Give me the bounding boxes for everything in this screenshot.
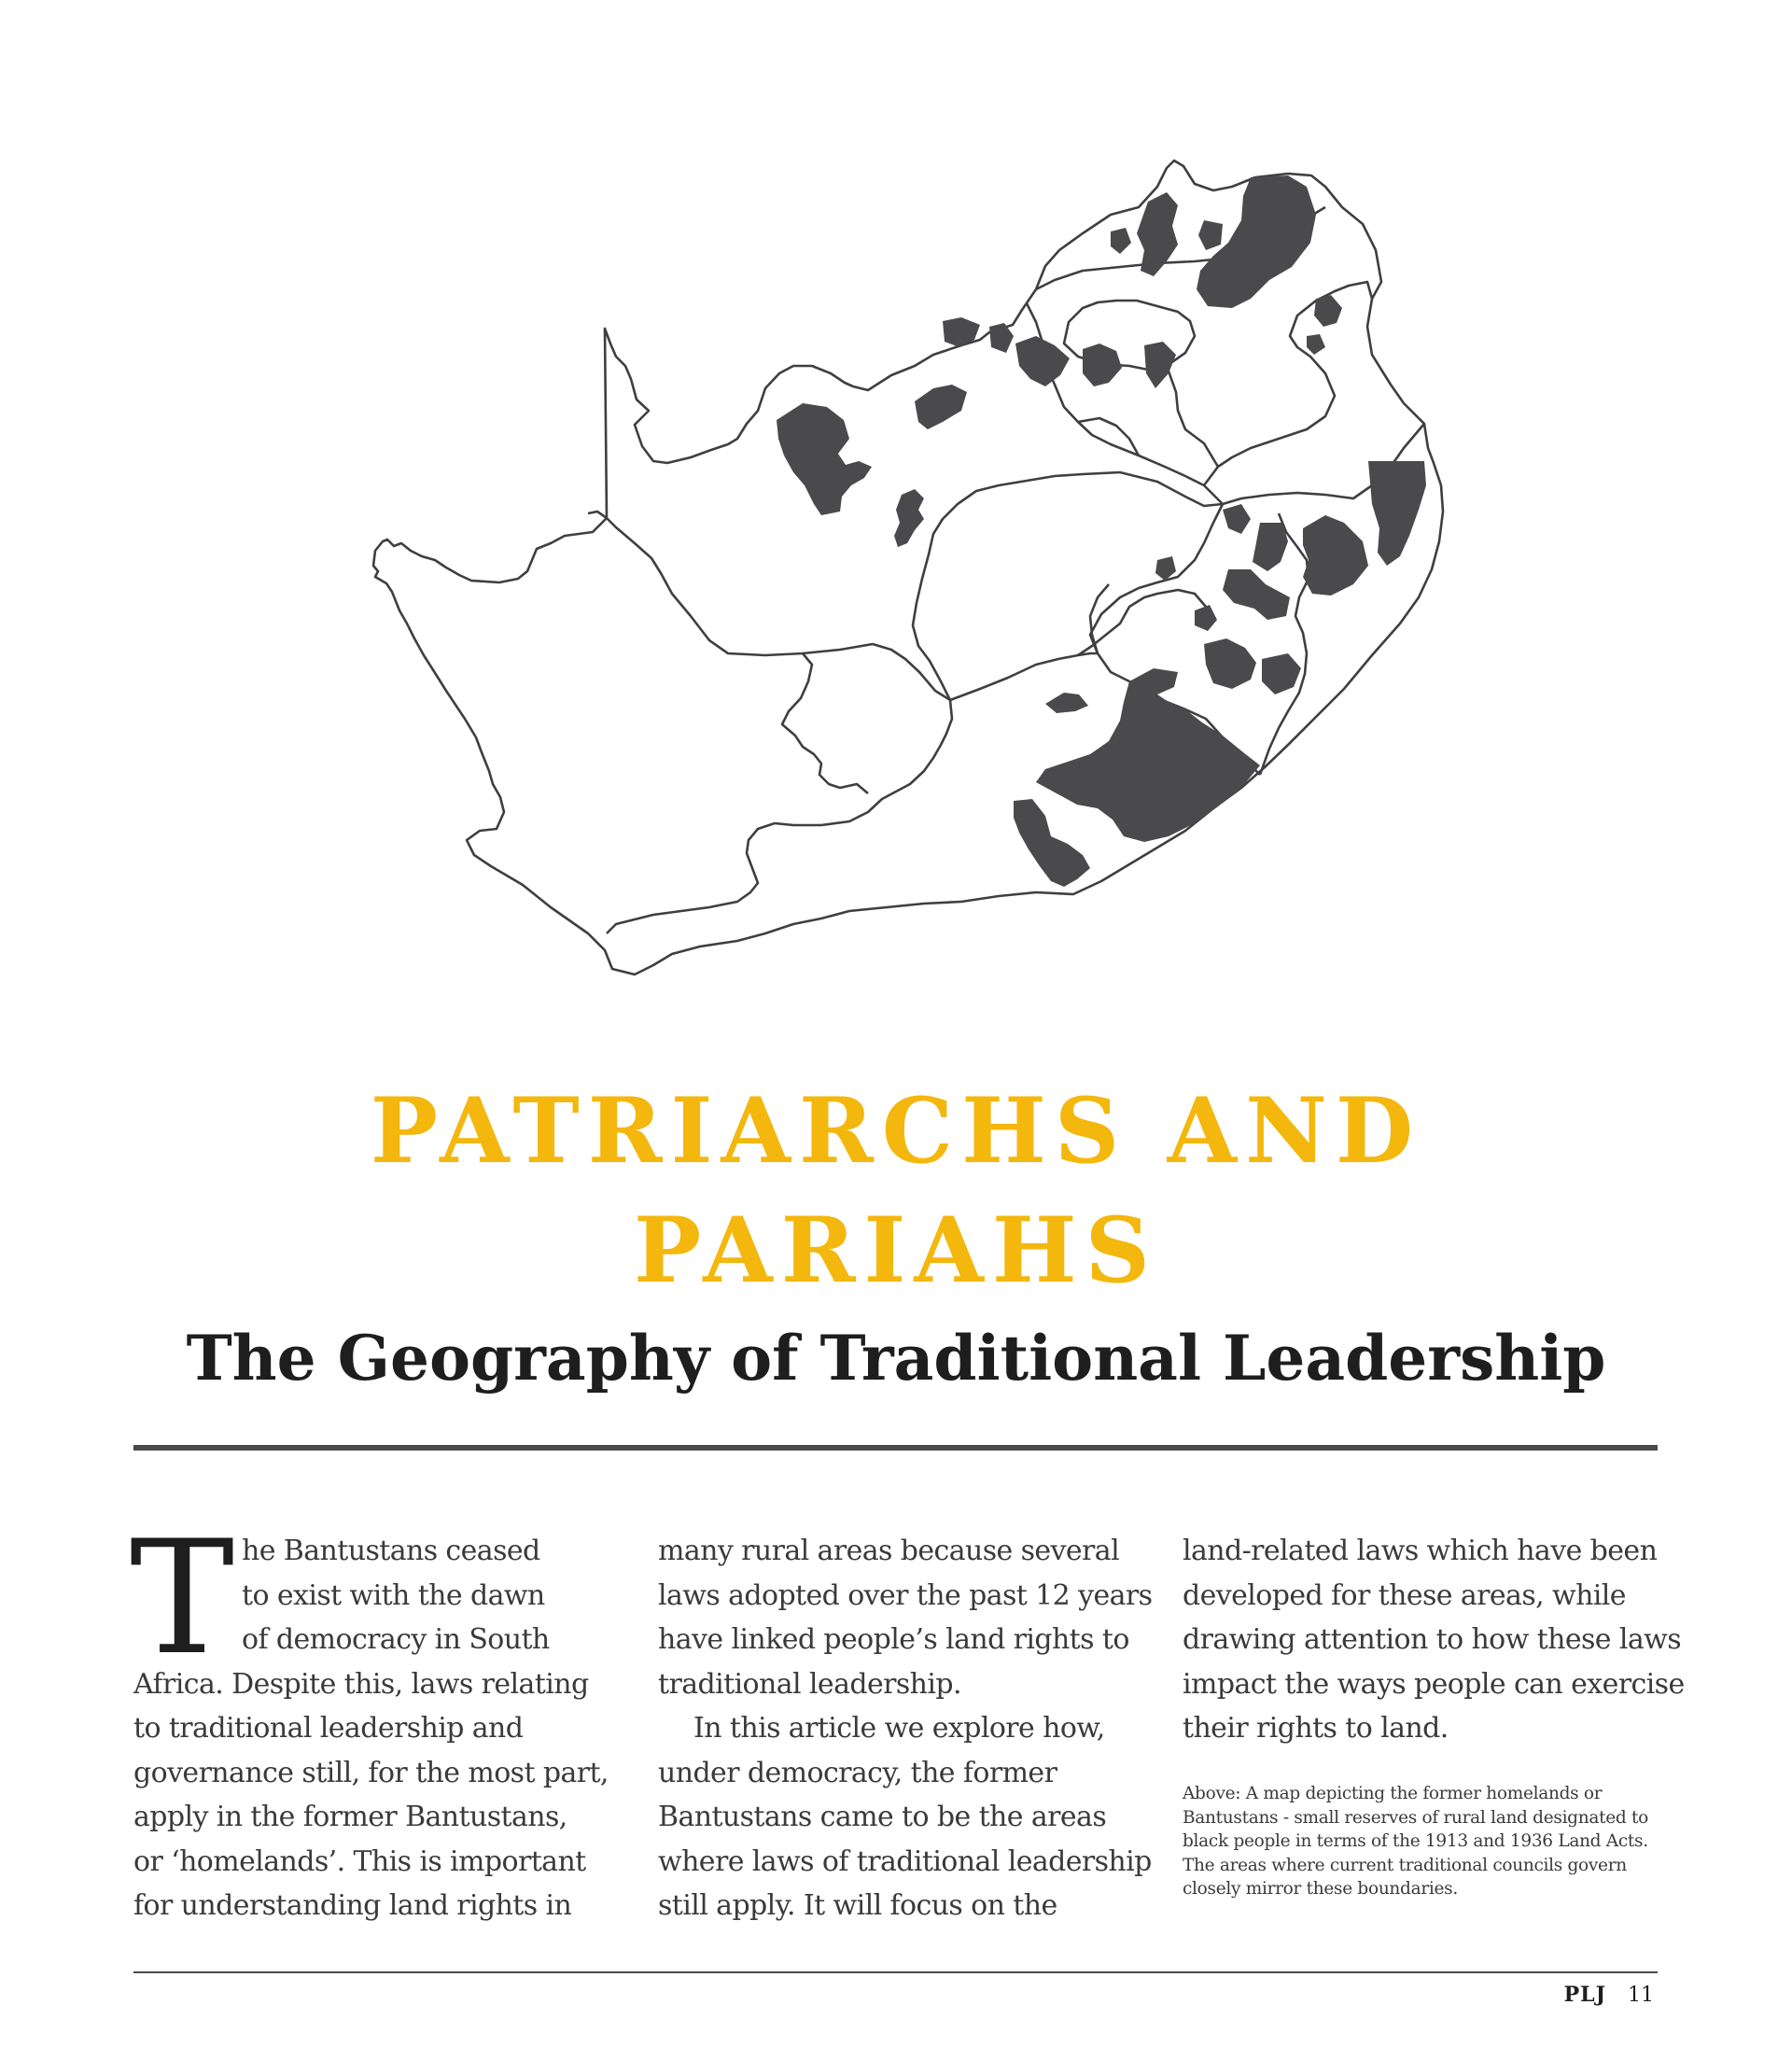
- homeland-area: [1303, 515, 1368, 596]
- homeland-area: [1253, 523, 1288, 571]
- article-line: laws adopted over the past 12 years: [658, 1578, 1153, 1612]
- article-line: governance still, for the most part,: [133, 1756, 609, 1789]
- page-subtitle: The Geography of Traditional Leadership: [186, 1322, 1606, 1395]
- footer-brand: PLJ: [1563, 1983, 1606, 2007]
- homeland-area: [1195, 605, 1217, 631]
- province-border-9: [1078, 418, 1139, 456]
- page-title-line-2: PARIAHS: [634, 1198, 1158, 1303]
- province-border-2: [607, 700, 952, 933]
- article-line: have linked people’s land rights to: [658, 1623, 1129, 1656]
- article-line: of democracy in South: [242, 1623, 550, 1656]
- article-line: In this article we explore how,: [693, 1712, 1105, 1745]
- article-line: apply in the former Bantustans,: [133, 1801, 567, 1833]
- article-column-2: [658, 1529, 1153, 1928]
- article-line: their rights to land.: [1183, 1712, 1449, 1745]
- homeland-area: [1223, 504, 1251, 534]
- homeland-area: [1014, 799, 1090, 887]
- homeland-area: [1262, 653, 1301, 694]
- article-line: Bantustans came to be the areas: [658, 1801, 1107, 1833]
- drop-cap: T: [130, 1507, 235, 1689]
- article-line: developed for these areas, while: [1183, 1578, 1626, 1612]
- map-caption: [1183, 1782, 1668, 1901]
- caption-line: black people in terms of the 1913 and 1936 Land Acts.: [1183, 1831, 1648, 1851]
- map-svg: [364, 159, 1447, 980]
- homeland-area: [1198, 220, 1223, 250]
- caption-line: closely mirror these boundaries.: [1183, 1879, 1458, 1899]
- homeland-area: [1204, 638, 1256, 689]
- article-line: to exist with the dawn: [242, 1578, 545, 1612]
- province-border-16: [588, 512, 607, 518]
- article-line: Africa. Despite this, laws relating: [133, 1667, 589, 1701]
- province-border-8: [1204, 282, 1372, 485]
- homeland-area: [943, 317, 980, 347]
- homeland-area: [1368, 461, 1426, 566]
- article-line: to traditional leadership and: [133, 1712, 524, 1745]
- country-outline: [373, 161, 1443, 974]
- homeland-area: [1083, 344, 1122, 386]
- article-column-1: [133, 1529, 609, 1928]
- homeland-area: [894, 489, 924, 547]
- page-number: 11: [1628, 1984, 1654, 2007]
- province-border-4: [913, 472, 1223, 700]
- footer-divider: [133, 1971, 1658, 1973]
- caption-line: Above: A map depicting the former homelands or: [1183, 1784, 1603, 1803]
- province-border-3: [950, 653, 1098, 700]
- article-line: land-related laws which have been: [1183, 1535, 1658, 1567]
- title-divider: [133, 1445, 1658, 1451]
- south-africa-homelands-map: [364, 159, 1447, 980]
- article-line: many rural areas because several: [658, 1535, 1120, 1567]
- province-border-15: [782, 653, 868, 793]
- article-line: still apply. It will focus on the: [658, 1889, 1057, 1922]
- homeland-area: [1223, 569, 1290, 620]
- article-line: where laws of traditional leadership: [658, 1844, 1152, 1878]
- article-line: drawing attention to how these laws: [1183, 1623, 1682, 1656]
- article-line: under democracy, the former: [658, 1756, 1057, 1789]
- article-line: or ‘homelands’. This is important: [133, 1844, 586, 1878]
- homeland-area: [915, 385, 967, 429]
- article-line: traditional leadership.: [658, 1667, 961, 1701]
- page-footer: [1564, 1983, 1654, 2007]
- province-border-11: [1167, 366, 1218, 467]
- homelands: [777, 175, 1426, 887]
- homeland-area: [1045, 693, 1088, 713]
- article-line: impact the ways people can exercise: [1183, 1667, 1685, 1701]
- province-borders: [373, 161, 1443, 974]
- caption-line: Bantustans - small reserves of rural land designated to: [1183, 1807, 1648, 1828]
- article-line: he Bantustans ceased: [242, 1535, 540, 1567]
- homeland-area: [1111, 228, 1131, 254]
- homeland-area: [1015, 336, 1070, 386]
- homeland-area: [989, 323, 1014, 353]
- article-line: for understanding land rights in: [133, 1889, 572, 1922]
- homeland-area: [777, 403, 872, 515]
- page-title-line-1: PATRIARCHS AND: [370, 1078, 1422, 1184]
- homeland-area: [1314, 295, 1342, 327]
- article-column-3: [1183, 1529, 1685, 1751]
- homeland-area: [1307, 334, 1325, 355]
- province-border-13: [1078, 590, 1213, 655]
- caption-line: The areas where current traditional councils govern: [1183, 1855, 1627, 1875]
